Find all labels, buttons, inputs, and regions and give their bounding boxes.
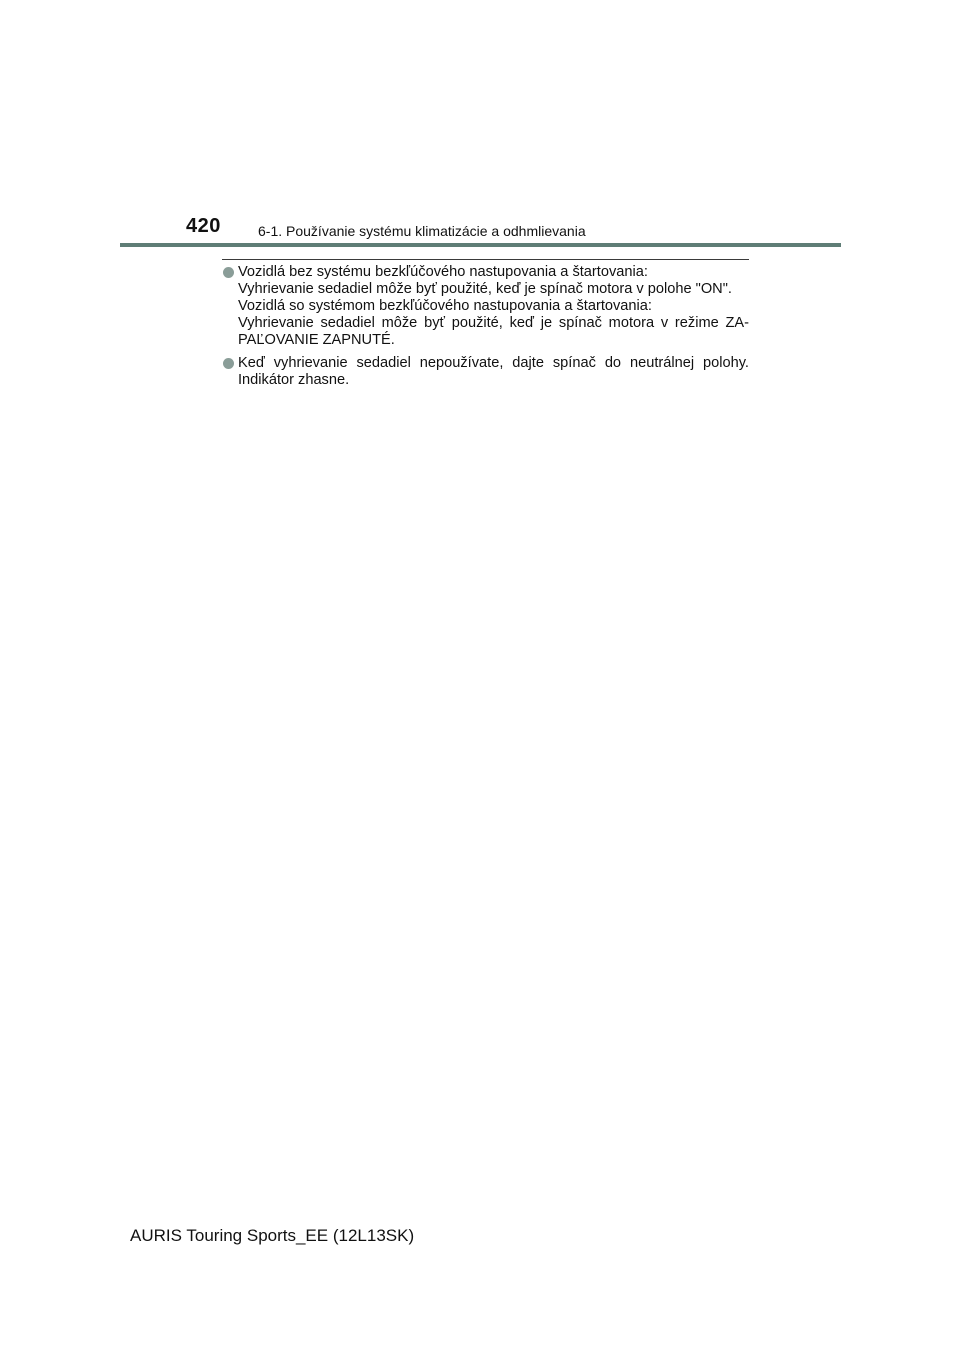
note-item-neutral-position [222,355,749,389]
note-divider [222,259,749,260]
note-line: Vyhrievanie sedadiel môže byť použité, keď je spínač motora v polohe "ON". [238,281,732,297]
page-number: 420 [186,215,221,237]
note-line: Vyhrievanie sedadiel môže byť použité, keď je spínač motora v režime ZA-PAĽOVANIE ZAPNUTÉ. [238,315,749,348]
bullet-icon [223,267,234,278]
note-line: Keď vyhrievanie sedadiel nepoužívate, dajte spínač do neutrálnej polohy. Indikátor zhasne. [238,355,749,388]
notes-list [222,264,749,395]
bullet-icon [223,358,234,369]
note-line: Vozidlá bez systému bezkľúčového nastupovania a štartovania: [238,264,648,280]
note-line: Vozidlá so systémom bezkľúčového nastupovania a štartovania: [238,298,652,314]
note-item-seat-heater-availability [222,264,749,349]
footer-model-code: AURIS Touring Sports_EE (12L13SK) [130,1226,415,1245]
header-divider [120,243,841,247]
section-title: 6-1. Používanie systému klimatizácie a odhmlievania [258,223,586,239]
